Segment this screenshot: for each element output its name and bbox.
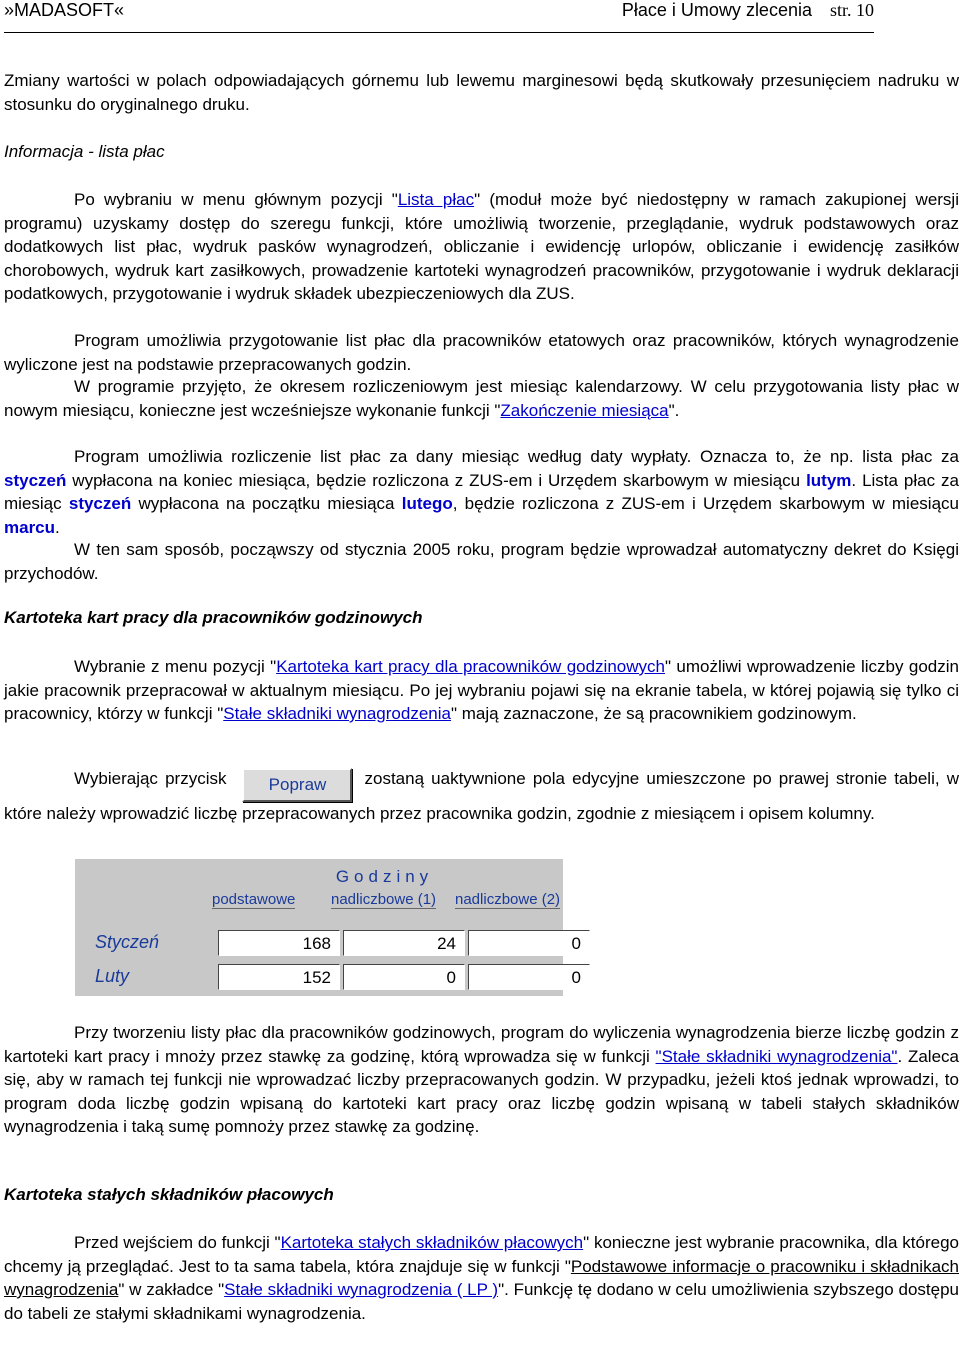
column-header-podstawowe: podstawowe bbox=[212, 891, 296, 908]
company-name: »MADASOFT« bbox=[4, 0, 125, 20]
lista-plac-paragraph-4: Program umożliwia rozliczenie list płac za dany miesiąc według daty wypłaty. Oznacza to, że np. lista płac za styczeń wypłacona na koniec miesiąca, będzie rozliczona z ZUS-em i Urzędem skarbowym w miesiącu lutym. Lista płac za miesiąc styczeń wypłacona na początku miesiąca lutego, będzie rozliczona z ZUS-em i Urzędem skarbowym w miesiącu marcu. bbox=[4, 447, 959, 537]
godziny-table bbox=[75, 859, 581, 996]
section-heading-stale-skladniki: Kartoteka stałych składników płacowych bbox=[4, 1185, 334, 1204]
section-heading-kartoteka-kart-pracy: Kartoteka kart pracy dla pracowników godzinowych bbox=[4, 608, 423, 627]
lista-plac-paragraph-1: Po wybraniu w menu głównym pozycji "Lista płac" (moduł może być niedostępny w ramach zakupionej wersji programu) uzyskamy dostęp do szeregu funkcji, które umożliwią tworzenie, przeglądanie, wydruk podstawowych oraz dodatkowych list płac, wydruk pasków wynagrodzeń, obliczanie i ewidencję urlopów, obliczanie i ewidencję zasiłków chorobowych, wydruk kart zasiłkowych, prowadzenie kartoteki wynagrodzeń pracowników, przygotowanie i wydruk deklaracji podatkowych, przygotowanie i wydruk składek ubezpieczeniowych dla ZUS. bbox=[4, 190, 959, 303]
lista-plac-paragraph-3: W programie przyjęto, że okresem rozliczeniowym jest miesiąc kalendarzowy. W celu przygotowania listy płac w nowym miesiącu, konieczne jest wcześniejsze wykonanie funkcji "Zakończenie miesiąca". bbox=[4, 377, 959, 420]
page-header bbox=[4, 0, 874, 33]
column-header-nadliczbowe-2: nadliczbowe (2) bbox=[455, 891, 561, 908]
popraw-button[interactable]: Popraw bbox=[242, 768, 352, 802]
link-stale-skladniki-wynagrodzenia[interactable]: Stałe składniki wynagrodzenia bbox=[223, 704, 451, 723]
kart-pracy-paragraph-3: Przy tworzeniu listy płac dla pracowników godzinowych, program do wyliczenia wynagrodzenia bierze liczbę godzin z kartoteki kart pracy i mnoży przez stawkę za godzinę, którą wprowadza się w funkcji "Stałe składniki wynagrodzenia". Zaleca się, aby w ramach tej funkcji nie wprowadzać liczby przepracowanych godzin. W przypadku, jeżeli ktoś jednak wprowadzi, to program doda liczbę godzin wpisaną do kartoteki kart pracy oraz liczbę godzin wpisaną w tabeli stałych składników wynagrodzenia i taką sumę pomnoży przez stawkę za godzinę. bbox=[4, 1023, 959, 1136]
month-lutego: lutego bbox=[401, 494, 453, 513]
cell-luty-nadliczbowe-1[interactable]: 0 bbox=[343, 964, 465, 990]
link-stale-skladniki-lp[interactable]: Stałe składniki wynagrodzenia ( LP ) bbox=[224, 1280, 499, 1299]
cell-luty-podstawowe[interactable]: 152 bbox=[218, 964, 340, 990]
month-styczen: styczeń bbox=[4, 470, 67, 490]
lista-plac-paragraph-2: Program umożliwia przygotowanie list płac dla pracowników etatowych oraz pracowników, których wynagrodzenie wyliczone jest na podstawie przepracowanych godzin. bbox=[4, 331, 959, 374]
link-kartoteka-stalych-skladnikow[interactable]: Kartoteka stałych składników płacowych bbox=[280, 1233, 584, 1252]
month-lutym: lutym bbox=[806, 470, 852, 490]
kart-pracy-paragraph-1: Wybranie z menu pozycji "Kartoteka kart pracy dla pracowników godzinowych" umożliwi wprowadzenie liczby godzin jakie pracownik przepracował w aktualnym miesiącu. Po jej wybraniu pojawi się na ekranie tabela, w której pojawią się tylko ci pracownicy, którzy w funkcji "Stałe składniki wynagrodzenia" mają zaznaczone, że są pracownikiem godzinowym. bbox=[4, 657, 959, 723]
kart-pracy-paragraph-2: Wybierając przycisk Popraw zostaną uaktywnione pola edycyjne umieszczone po prawej stronie tabeli, w które należy wprowadzić liczbę przepracowanych przez pracownika godzin, zgodnie z miesiącem i opisem kolumny. bbox=[4, 769, 960, 823]
godziny-table-header: Godziny bbox=[335, 867, 434, 886]
document-title: Płace i Umowy zlecenia bbox=[621, 0, 812, 20]
column-header-nadliczbowe-1: nadliczbowe (1) bbox=[331, 891, 437, 908]
month-marcu: marcu bbox=[4, 517, 56, 537]
cell-styczen-nadliczbowe-2[interactable]: 0 bbox=[468, 930, 590, 956]
stale-skladniki-paragraph-1: Przed wejściem do funkcji "Kartoteka stałych składników płacowych" konieczne jest wybranie pracownika, dla którego chcemy ją przeglądać. Jest to ta sama tabela, która znajduje się w funkcji "Podstawowe informacje o pracowniku i składnikach wynagrodzenia" w zakładce "Stałe składniki wynagrodzenia ( LP )". Funkcję tę dodano w celu umożliwienia szybszego dostępu do tabeli ze stałymi składnikami wynagrodzenia. bbox=[4, 1233, 959, 1323]
link-stale-skladniki-wynagrodzenia-2[interactable]: "Stałe składniki wynagrodzenia" bbox=[655, 1046, 898, 1066]
cell-styczen-podstawowe[interactable]: 168 bbox=[218, 930, 340, 956]
month-styczen-2: styczeń bbox=[68, 494, 132, 513]
header-right bbox=[622, 0, 874, 21]
cell-luty-nadliczbowe-2[interactable]: 0 bbox=[468, 964, 590, 990]
link-lista-plac[interactable]: Lista płac bbox=[397, 190, 475, 209]
link-kartoteka-kart-pracy[interactable]: Kartoteka kart pracy dla pracowników godzinowych bbox=[276, 657, 665, 676]
page-number: str. 10 bbox=[829, 0, 874, 20]
link-zakonczenie-miesiaca[interactable]: Zakończenie miesiąca bbox=[500, 400, 669, 420]
lista-plac-paragraph-5: W ten sam sposób, począwszy od stycznia 2005 roku, program będzie wprowadzał automatyczny dekret do Księgi przychodów. bbox=[4, 540, 959, 583]
cell-styczen-nadliczbowe-1[interactable]: 24 bbox=[343, 930, 465, 956]
row-label-luty: Luty bbox=[95, 966, 130, 986]
row-label-styczen: Styczeń bbox=[95, 932, 160, 952]
link-podstawowe-informacje[interactable]: Podstawowe informacje o pracowniku i składnikach wynagrodzenia bbox=[4, 1256, 959, 1299]
section-heading-lista-plac: Informacja - lista płac bbox=[4, 142, 165, 161]
intro-paragraph: Zmiany wartości w polach odpowiadających górnemu lub lewemu marginesowi będą skutkowały przesunięciem nadruku w stosunku do oryginalnego druku. bbox=[4, 71, 959, 114]
